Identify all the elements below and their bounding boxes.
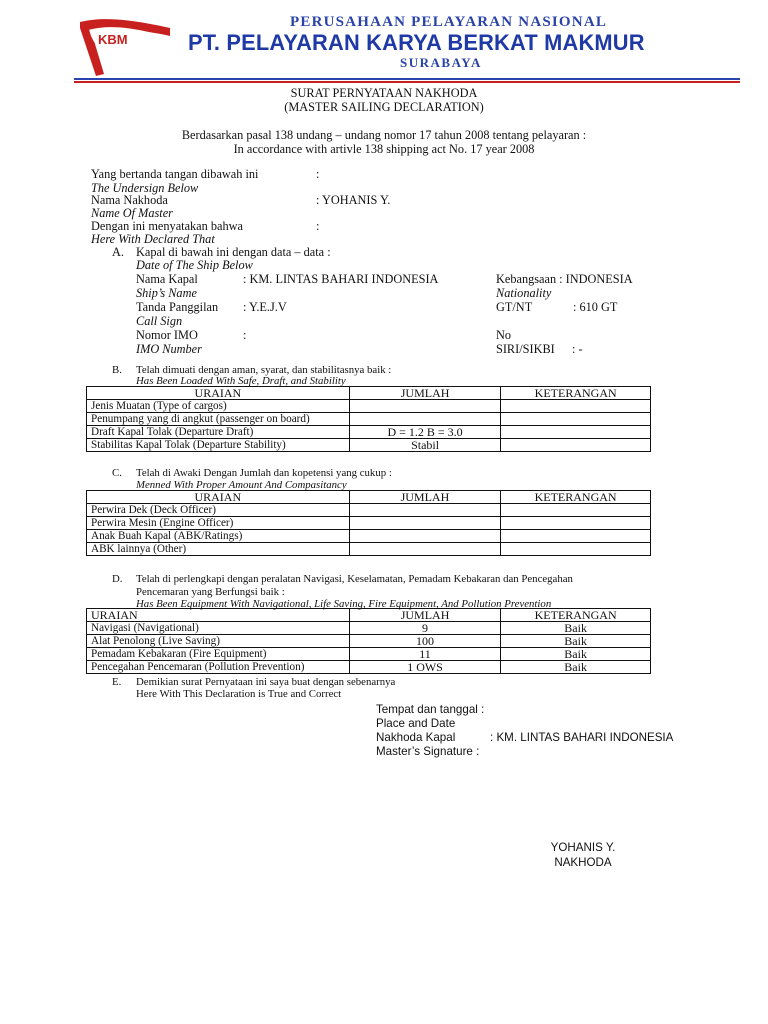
table-row — [87, 635, 651, 648]
section-b-marker: B. — [112, 364, 122, 376]
table-row — [87, 413, 651, 426]
table-cell: ABK lainnya (Other) — [87, 543, 350, 556]
section-a-heading: Kapal di bawah ini dengan data – data : — [136, 245, 331, 259]
section-e-text-en: Here With This Declaration is True and Correct — [136, 688, 342, 700]
header-rule-blue — [74, 78, 740, 80]
table-cell — [349, 413, 501, 426]
ship-name-en: Ship’s Name — [136, 286, 197, 300]
nationality-label: Kebangsaan : INDONESIA — [496, 272, 633, 286]
call-sign-en: Call Sign — [136, 314, 183, 328]
table-cell — [501, 517, 651, 530]
letterhead — [0, 0, 768, 84]
column-header: URAIAN — [87, 491, 350, 504]
table-header-row — [87, 387, 651, 400]
ship-name-value: : KM. LINTAS BAHARI INDONESIA — [243, 272, 439, 286]
siri-label: SIRI/SIKBI — [496, 342, 555, 356]
section-e-marker: E. — [112, 676, 122, 688]
signature-label: Master’s Signature : — [376, 745, 480, 758]
section-d-marker: D. — [112, 573, 123, 585]
section-a-heading-en: Date of The Ship Below — [136, 258, 253, 272]
table-row — [87, 543, 651, 556]
gt-value: : 610 GT — [573, 300, 618, 314]
column-header: JUMLAH — [349, 387, 501, 400]
table-cell: 11 — [349, 648, 501, 661]
call-sign-label: Tanda Panggilan — [136, 300, 219, 314]
table-cell — [501, 543, 651, 556]
table-row — [87, 648, 651, 661]
table-cell: Navigasi (Navigational) — [87, 622, 350, 635]
crew-table — [86, 490, 651, 556]
column-header: KETERANGAN — [501, 609, 651, 622]
table-cell — [349, 400, 501, 413]
nationality-en: Nationality — [496, 286, 552, 300]
table-cell: Anak Buah Kapal (ABK/Ratings) — [87, 530, 350, 543]
master-label: Nama Nakhoda — [91, 193, 168, 207]
section-c-heading-en: Menned With Proper Amount And Compasitancy — [136, 479, 347, 491]
table-row — [87, 530, 651, 543]
table-cell: 100 — [349, 635, 501, 648]
table-cell: Jenis Muatan (Type of cargos) — [87, 400, 350, 413]
no-label: No — [496, 328, 512, 342]
intro-line: Berdasarkan pasal 138 undang – undang nomor 17 tahun 2008 tentang pelayaran : — [181, 128, 587, 142]
table-row — [87, 439, 651, 452]
master-ship-value: : KM. LINTAS BAHARI INDONESIA — [490, 731, 674, 744]
company-logo — [74, 14, 174, 78]
section-d-heading: Telah di perlengkapi dengan peralatan Navigasi, Keselamatan, Pemadam Kebakaran dan Pencegahan — [136, 573, 573, 585]
table-cell — [349, 543, 501, 556]
ship-name-label: Nama Kapal — [136, 272, 198, 286]
table-row — [87, 504, 651, 517]
section-c-heading: Telah di Awaki Dengan Jumlah dan kopetensi yang cukup : — [136, 467, 392, 479]
master-value: : YOHANIS Y. — [316, 193, 391, 207]
table-cell: Alat Penolong (Live Saving) — [87, 635, 350, 648]
loading-table — [86, 386, 651, 452]
master-en: Name Of Master — [91, 206, 173, 220]
header-rule-red — [74, 81, 740, 83]
siri-value: : - — [572, 342, 583, 356]
imo-label: Nomor IMO — [136, 328, 198, 342]
table-row — [87, 622, 651, 635]
section-d-heading-en: Has Been Equipment With Navigational, Life Saving, Fire Equipment, And Pollution Prevention — [136, 598, 552, 610]
table-cell: Baik — [501, 635, 651, 648]
undersign-label: Yang bertanda tangan dibawah ini — [91, 167, 259, 181]
column-header: JUMLAH — [349, 491, 501, 504]
column-header: URAIAN — [87, 609, 350, 622]
place-date-en: Place and Date — [376, 717, 456, 730]
table-cell — [501, 413, 651, 426]
table-cell: Stabilitas Kapal Tolak (Departure Stability) — [87, 439, 350, 452]
master-ship-label: Nakhoda Kapal — [376, 731, 456, 744]
undersign-en: The Undersign Below — [91, 181, 199, 195]
declared-label: Dengan ini menyatakan bahwa — [91, 219, 243, 233]
column-header: KETERANGAN — [501, 491, 651, 504]
imo-en: IMO Number — [136, 342, 202, 356]
table-cell: Perwira Dek (Deck Officer) — [87, 504, 350, 517]
imo-colon: : — [243, 328, 247, 342]
section-e-text: Demikian surat Pernyataan ini saya buat dengan sebenarnya — [136, 676, 396, 688]
table-cell — [349, 530, 501, 543]
document-title: SURAT PERNYATAAN NAKHODA — [290, 86, 478, 100]
section-b-heading: Telah dimuati dengan aman, syarat, dan stabilitasnya baik : — [136, 364, 392, 376]
company-name: PT. PELAYARAN KARYA BERKAT MAKMUR — [188, 30, 645, 55]
signer-name: YOHANIS Y. — [550, 841, 616, 854]
column-header: JUMLAH — [349, 609, 501, 622]
table-row — [87, 517, 651, 530]
table-row — [87, 661, 651, 674]
table-cell: Stabil — [349, 439, 501, 452]
table-cell: Baik — [501, 661, 651, 674]
section-c-marker: C. — [112, 467, 122, 479]
declared-colon: : — [316, 219, 320, 233]
table-row — [87, 426, 651, 439]
table-cell — [349, 517, 501, 530]
table-row — [87, 400, 651, 413]
place-date-label: Tempat dan tanggal : — [376, 703, 485, 716]
table-cell: Pemadam Kebakaran (Fire Equipment) — [87, 648, 350, 661]
signer-title: NAKHODA — [554, 856, 612, 869]
table-cell: Penumpang yang di angkut (passenger on board) — [87, 413, 350, 426]
table-cell: Baik — [501, 648, 651, 661]
table-cell — [501, 426, 651, 439]
table-cell: 9 — [349, 622, 501, 635]
table-cell — [349, 504, 501, 517]
document-subtitle: (MASTER SAILING DECLARATION) — [284, 100, 484, 114]
intro-line-en: In accordance with artivle 138 shipping act No. 17 year 2008 — [233, 142, 535, 156]
table-cell: Baik — [501, 622, 651, 635]
equipment-table — [86, 608, 651, 674]
gt-label: GT/NT — [496, 300, 533, 314]
table-header-row — [87, 491, 651, 504]
call-sign-value: : Y.E.J.V — [243, 300, 287, 314]
table-cell: Perwira Mesin (Engine Officer) — [87, 517, 350, 530]
table-cell — [501, 530, 651, 543]
company-city: SURABAYA — [400, 55, 482, 70]
section-b-heading-en: Has Been Loaded With Safe, Draft, and Stability — [136, 375, 346, 387]
table-cell: Pencegahan Pencemaran (Pollution Prevention) — [87, 661, 350, 674]
table-cell — [501, 439, 651, 452]
column-header: URAIAN — [87, 387, 350, 400]
table-cell: 1 OWS — [349, 661, 501, 674]
undersign-colon: : — [316, 167, 320, 181]
table-cell — [501, 400, 651, 413]
column-header: KETERANGAN — [501, 387, 651, 400]
table-header-row — [87, 609, 651, 622]
section-a-marker: A. — [112, 245, 124, 259]
table-cell: Draft Kapal Tolak (Departure Draft) — [87, 426, 350, 439]
declared-en: Here With Declared That — [91, 232, 215, 246]
table-cell: D = 1.2 B = 3.0 — [349, 426, 501, 439]
section-d-heading-cont: Pencemaran yang Berfungsi baik : — [136, 586, 285, 598]
logo-text: KBM — [98, 32, 128, 47]
flag-icon — [74, 14, 174, 78]
table-cell — [501, 504, 651, 517]
company-subtitle: PERUSAHAAN PELAYARAN NASIONAL — [290, 14, 608, 30]
